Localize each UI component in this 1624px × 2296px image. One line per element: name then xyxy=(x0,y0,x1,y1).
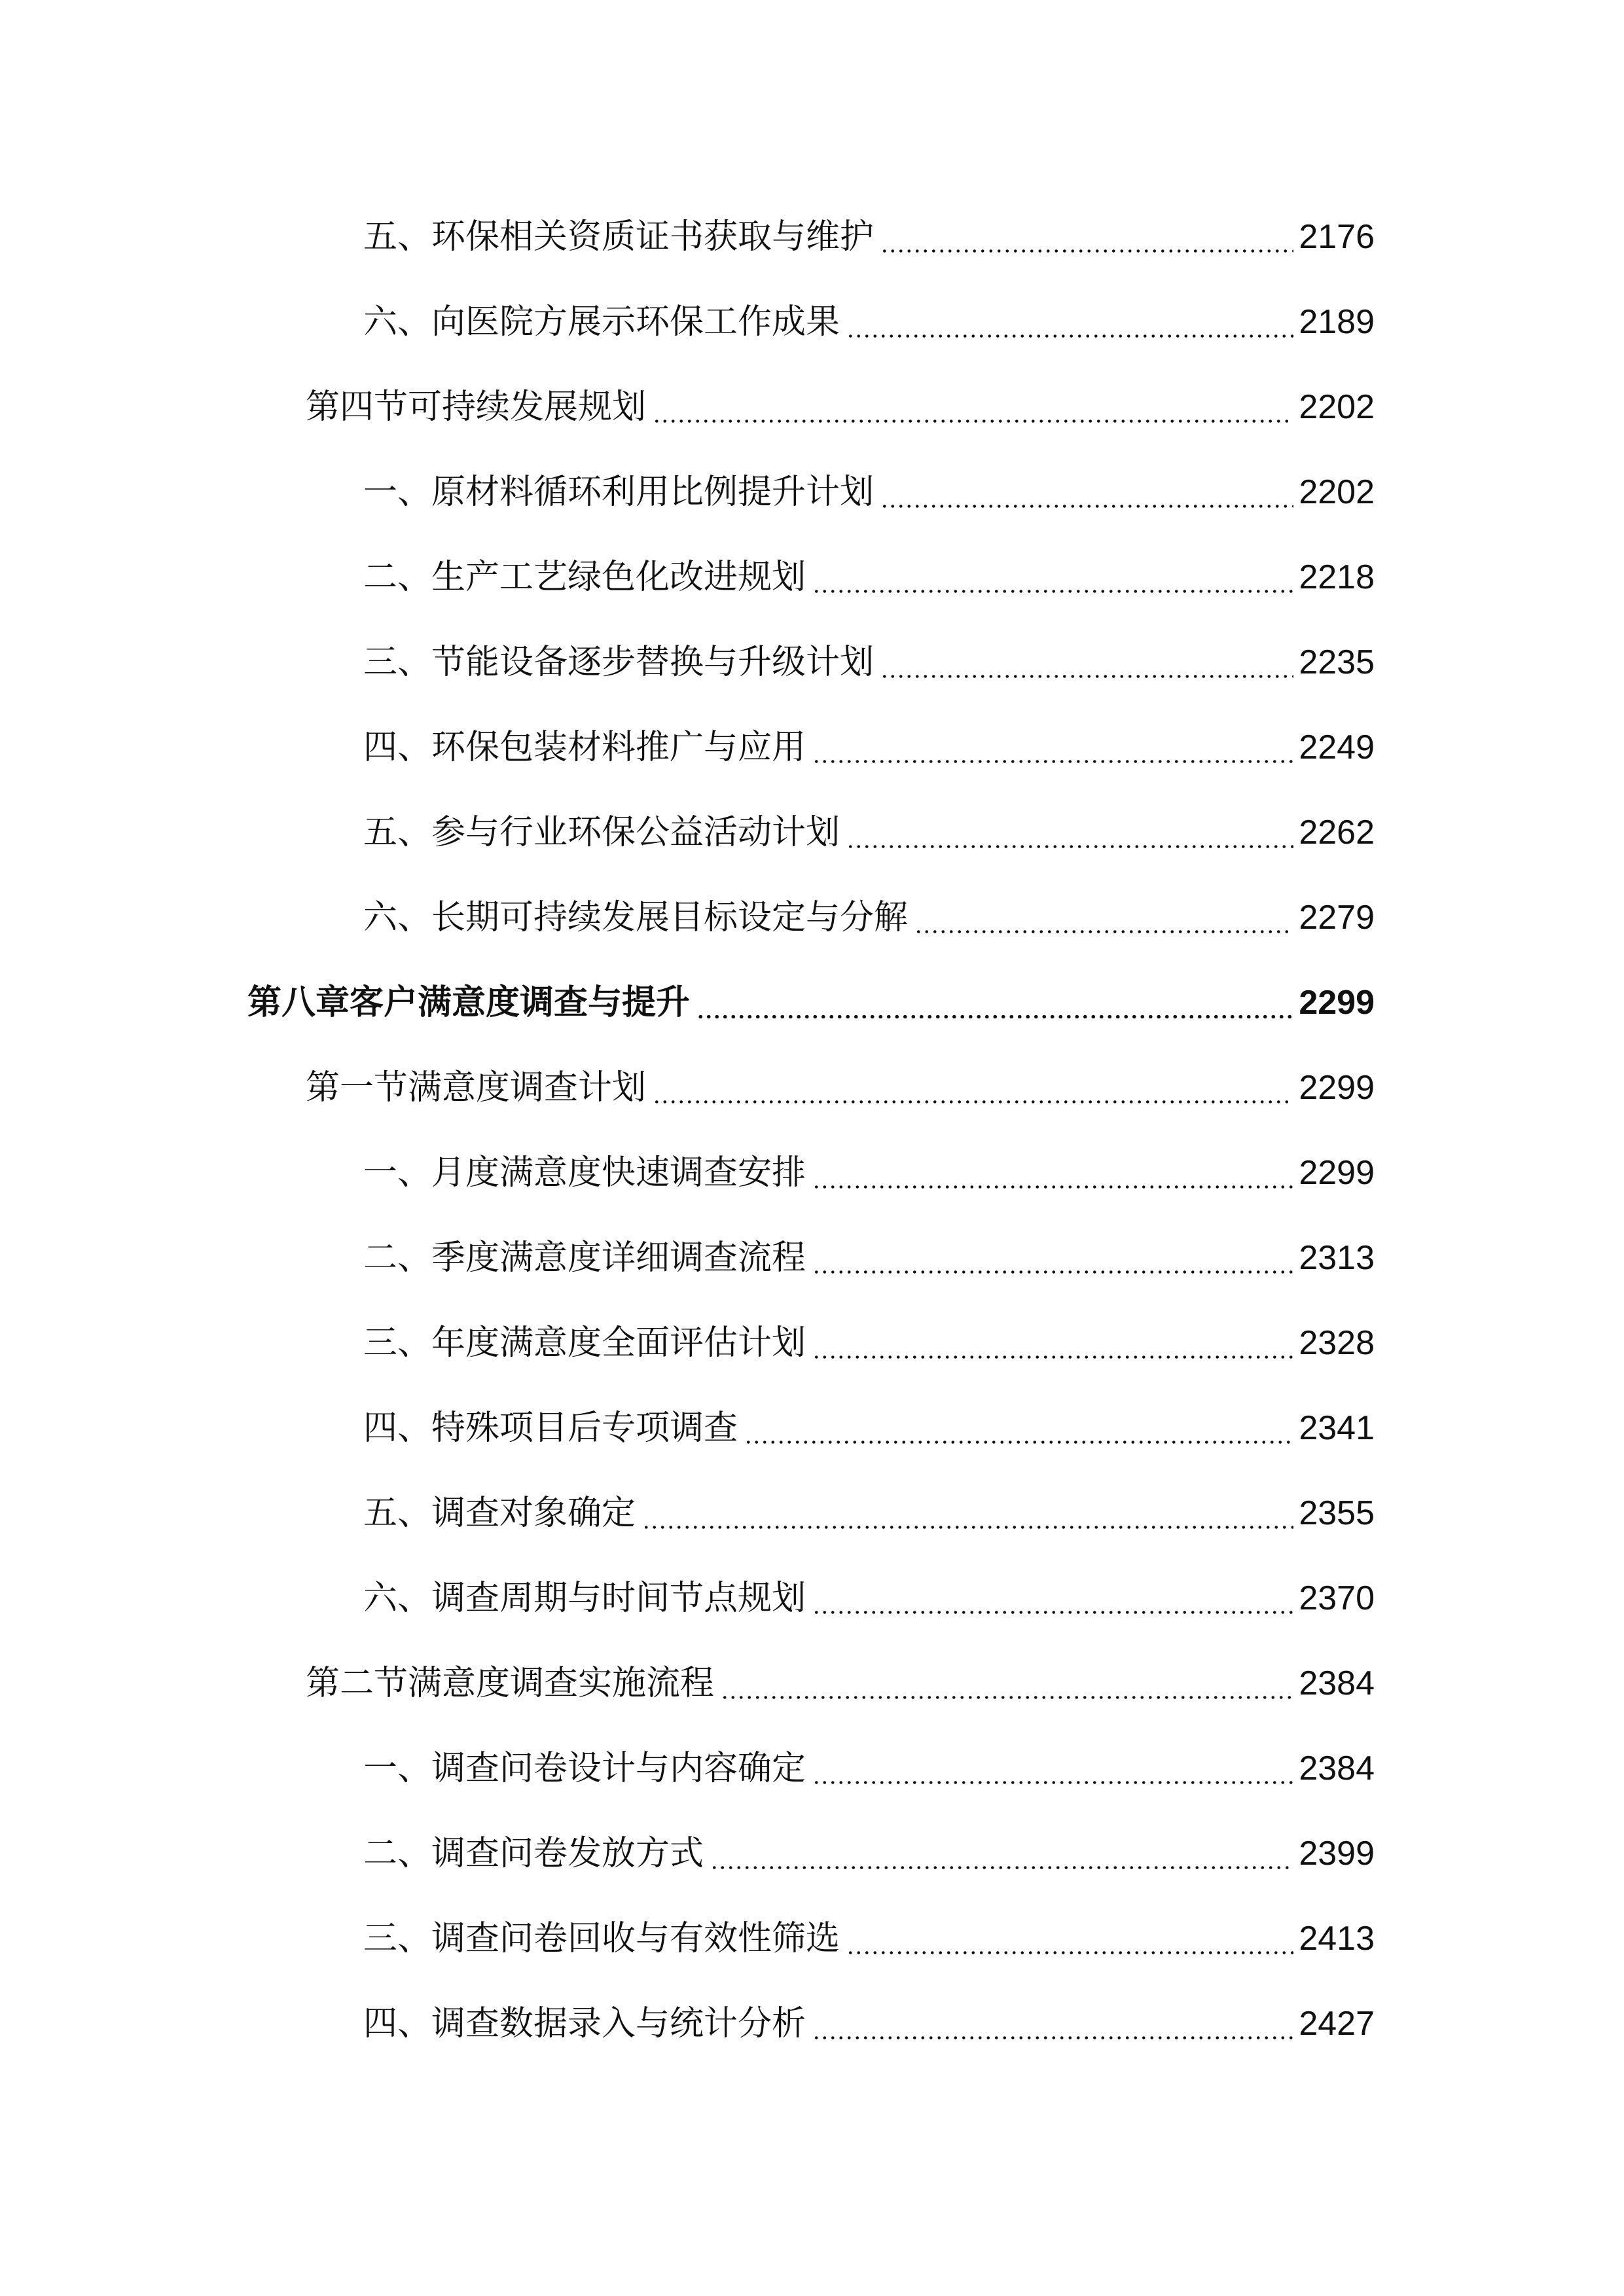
dot-leader xyxy=(649,376,1299,439)
toc-entry-title: 第一节满意度调查计划 xyxy=(306,1068,647,1107)
toc-page-number: 2202 xyxy=(1299,473,1375,511)
toc-subsection-entry[interactable] xyxy=(363,1482,1375,1545)
toc-entry-title: 六、长期可持续发展目标设定与分解 xyxy=(363,898,909,937)
toc-entry-title: 三、年度满意度全面评估计划 xyxy=(363,1323,806,1363)
dot-leader xyxy=(842,801,1299,864)
dot-leader xyxy=(808,1141,1299,1204)
toc-page-number: 2262 xyxy=(1299,814,1375,852)
toc-entry-title: 四、特殊项目后专项调查 xyxy=(363,1408,738,1448)
dot-leader xyxy=(808,1737,1299,1800)
toc-page-number: 2427 xyxy=(1299,2005,1375,2043)
toc-entry-title: 四、环保包装材料推广与应用 xyxy=(363,728,806,767)
toc-page-number: 2249 xyxy=(1299,728,1375,766)
toc-entry-title: 五、参与行业环保公益活动计划 xyxy=(363,813,840,852)
toc-entry-title: 五、环保相关资质证书获取与维护 xyxy=(363,217,875,257)
toc-page-number: 2384 xyxy=(1299,1664,1375,1702)
toc-subsection-entry[interactable] xyxy=(363,1397,1375,1460)
toc-subsection-entry[interactable] xyxy=(363,1567,1375,1630)
toc-entry-title: 五、调查对象确定 xyxy=(363,1494,636,1533)
toc-page-number: 2189 xyxy=(1299,303,1375,341)
toc-page-number: 2413 xyxy=(1299,1920,1375,1958)
toc-page-number: 2313 xyxy=(1299,1239,1375,1277)
toc-page-number: 2355 xyxy=(1299,1494,1375,1532)
dot-leader xyxy=(808,716,1299,779)
dot-leader xyxy=(717,1652,1299,1715)
toc-entry-title: 三、节能设备逐步替换与升级计划 xyxy=(363,643,875,682)
toc-page-number: 2279 xyxy=(1299,899,1375,937)
dot-leader xyxy=(911,886,1299,949)
toc-subsection-entry[interactable] xyxy=(363,546,1375,609)
dot-leader xyxy=(638,1482,1299,1545)
toc-page-number: 2235 xyxy=(1299,643,1375,681)
dot-leader xyxy=(808,1992,1299,2055)
toc-entry-title: 六、向医院方展示环保工作成果 xyxy=(363,302,840,342)
dot-leader xyxy=(740,1397,1299,1460)
toc-entry-title: 一、月度满意度快速调查安排 xyxy=(363,1153,806,1193)
toc-section-entry[interactable] xyxy=(306,376,1375,439)
toc-subsection-entry[interactable] xyxy=(363,801,1375,864)
toc-section-entry[interactable] xyxy=(306,1056,1375,1119)
toc-subsection-entry[interactable] xyxy=(363,1312,1375,1374)
dot-leader xyxy=(842,1907,1299,1970)
dot-leader xyxy=(649,1056,1299,1119)
dot-leader xyxy=(842,291,1299,353)
toc-subsection-entry[interactable] xyxy=(363,461,1375,524)
dot-leader xyxy=(876,461,1299,524)
toc-entry-title: 二、调查问卷发放方式 xyxy=(363,1834,704,1873)
toc-page-number: 2370 xyxy=(1299,1579,1375,1617)
toc-entry-title: 二、生产工艺绿色化改进规划 xyxy=(363,558,806,597)
toc-entry-title: 一、调查问卷设计与内容确定 xyxy=(363,1749,806,1788)
toc-page-number: 2399 xyxy=(1299,1835,1375,1873)
toc-subsection-entry[interactable] xyxy=(363,631,1375,694)
toc-section-entry[interactable] xyxy=(306,1652,1375,1715)
toc-entry-title: 三、调查问卷回收与有效性筛选 xyxy=(363,1919,840,1958)
toc-chapter-entry[interactable] xyxy=(247,971,1375,1034)
dot-leader xyxy=(876,631,1299,694)
toc-entry-title: 六、调查周期与时间节点规划 xyxy=(363,1579,806,1618)
toc-subsection-entry[interactable] xyxy=(363,206,1375,268)
toc-entry-title: 二、季度满意度详细调查流程 xyxy=(363,1238,806,1278)
toc-page-number: 2218 xyxy=(1299,558,1375,596)
toc-page-number: 2202 xyxy=(1299,388,1375,426)
toc-subsection-entry[interactable] xyxy=(363,1907,1375,1970)
dot-leader xyxy=(876,206,1299,268)
toc-subsection-entry[interactable] xyxy=(363,1737,1375,1800)
dot-leader xyxy=(808,1227,1299,1289)
toc-subsection-entry[interactable] xyxy=(363,1992,1375,2055)
toc-subsection-entry[interactable] xyxy=(363,886,1375,949)
toc-page-number: 2176 xyxy=(1299,218,1375,256)
toc-subsection-entry[interactable] xyxy=(363,1822,1375,1885)
toc-entry-title: 一、原材料循环利用比例提升计划 xyxy=(363,473,875,512)
toc-entry-title: 第四节可持续发展规划 xyxy=(306,387,647,427)
toc-entry-title: 第二节满意度调查实施流程 xyxy=(306,1664,715,1703)
toc-subsection-entry[interactable] xyxy=(363,1141,1375,1204)
toc-page-number: 2299 xyxy=(1299,984,1375,1022)
toc-subsection-entry[interactable] xyxy=(363,291,1375,353)
dot-leader xyxy=(808,1567,1299,1630)
dot-leader xyxy=(706,1822,1299,1885)
toc-subsection-entry[interactable] xyxy=(363,716,1375,779)
toc-page-number: 2299 xyxy=(1299,1069,1375,1107)
toc-page-number: 2384 xyxy=(1299,1749,1375,1787)
toc-subsection-entry[interactable] xyxy=(363,1227,1375,1289)
toc-page-number: 2341 xyxy=(1299,1409,1375,1447)
toc-page-number: 2328 xyxy=(1299,1324,1375,1362)
dot-leader xyxy=(808,546,1299,609)
dot-leader xyxy=(693,971,1299,1034)
toc-entry-title: 第八章客户满意度调查与提升 xyxy=(247,983,691,1022)
toc-entry-title: 四、调查数据录入与统计分析 xyxy=(363,2004,806,2043)
dot-leader xyxy=(808,1312,1299,1374)
toc-page-number: 2299 xyxy=(1299,1154,1375,1192)
